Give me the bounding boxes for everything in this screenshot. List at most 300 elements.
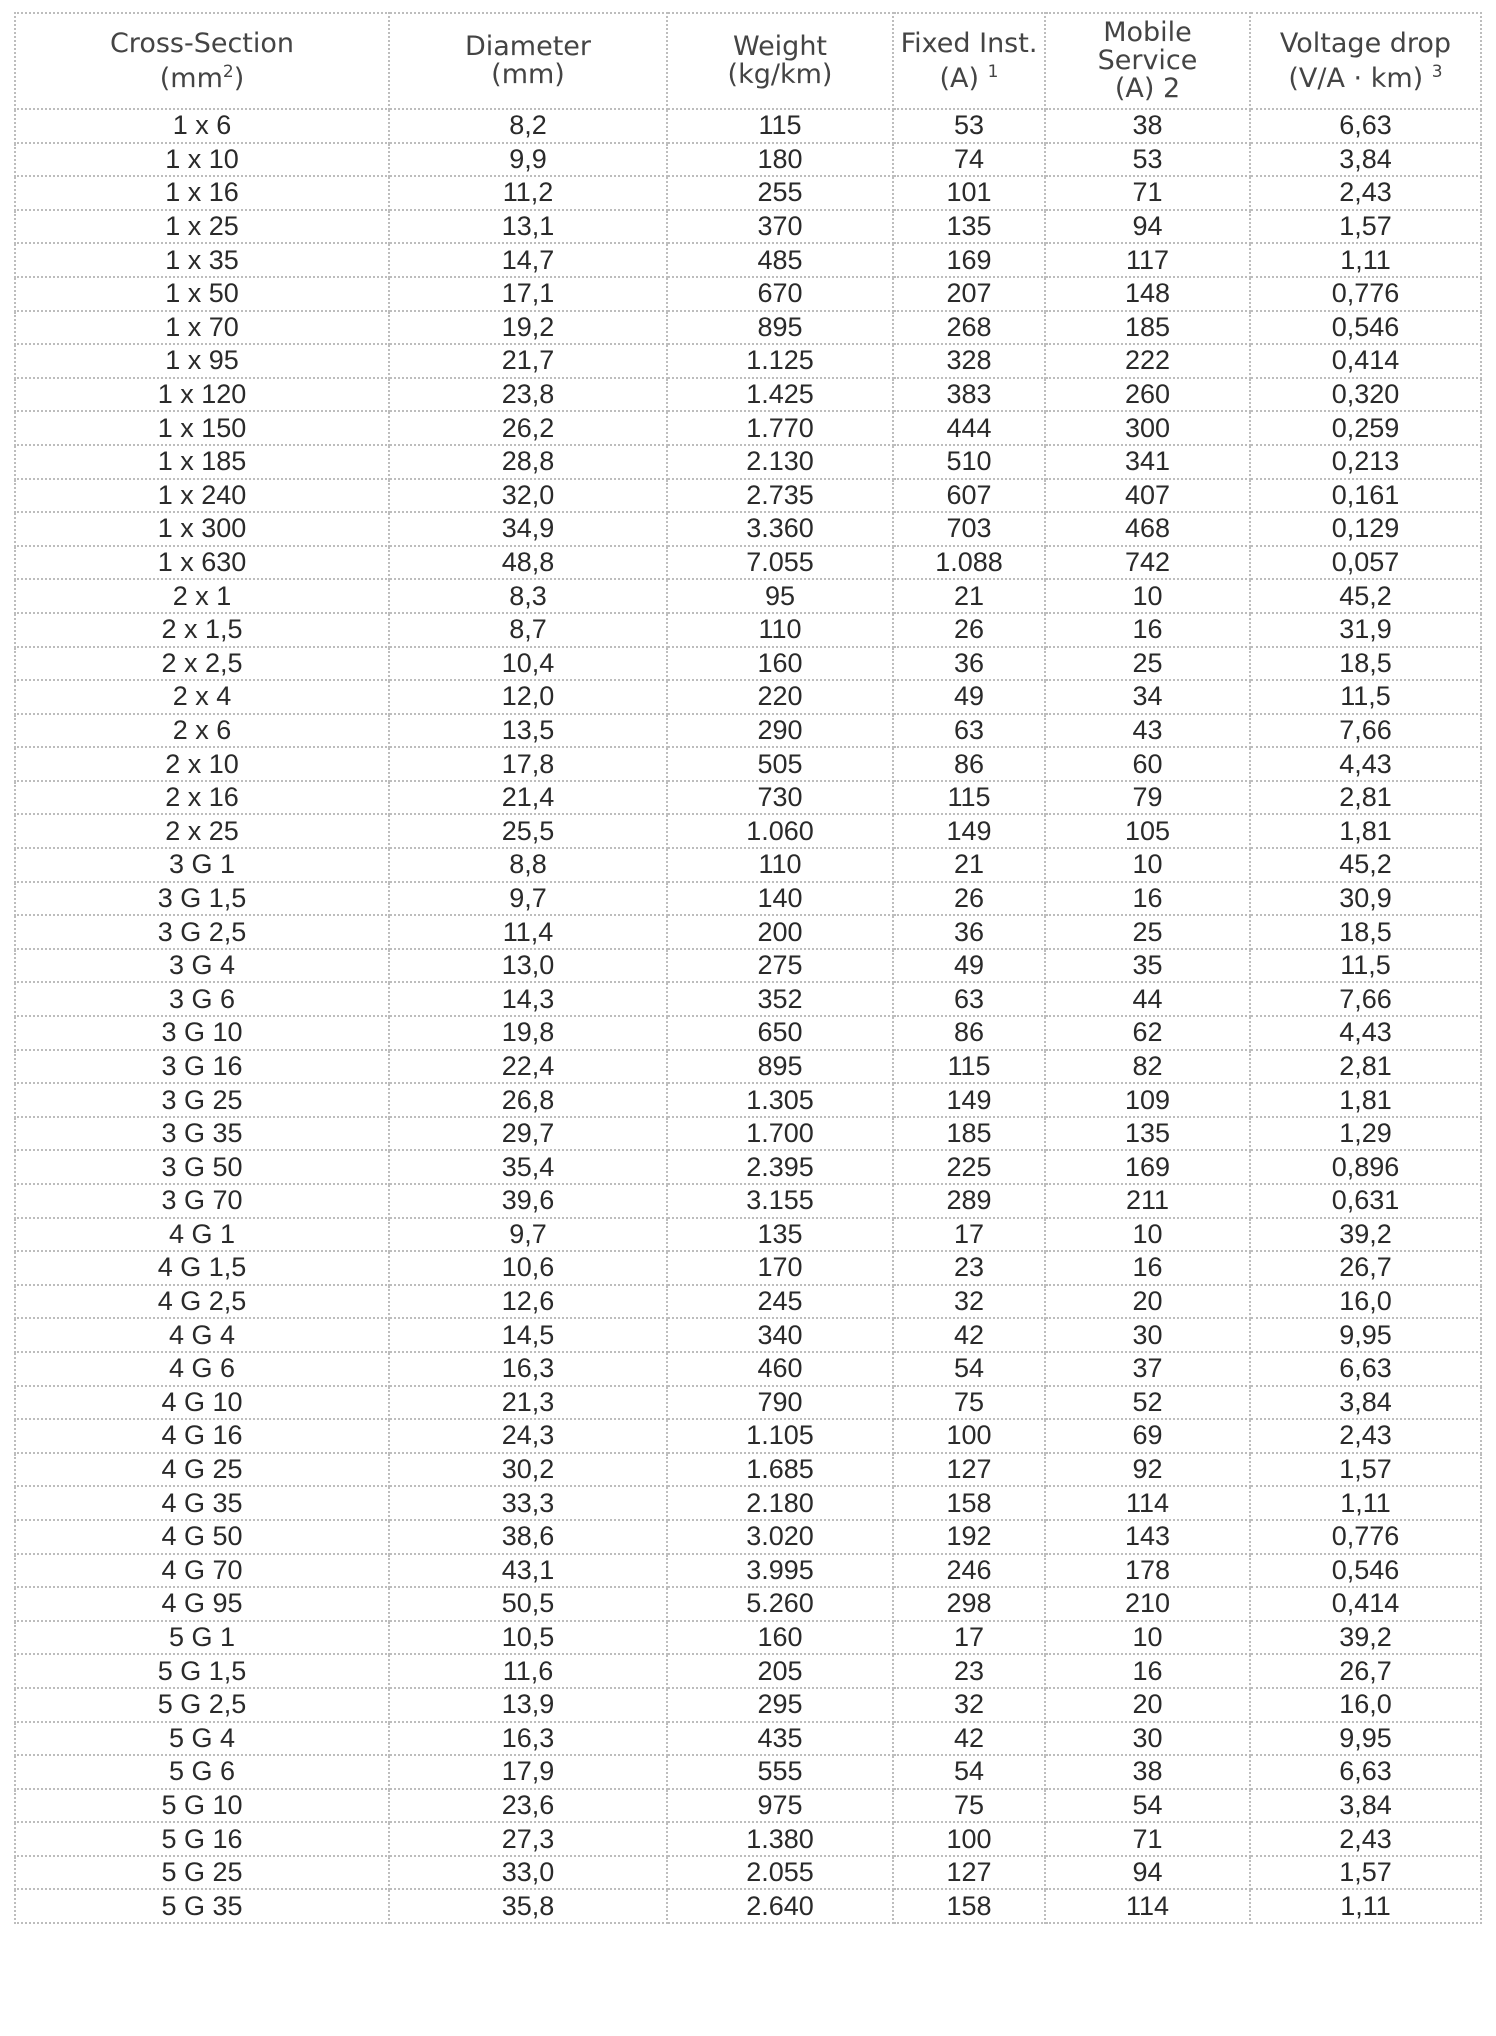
diameter-cell: 26,2: [389, 411, 667, 445]
diameter-cell: 26,8: [389, 1083, 667, 1117]
mobile-service-cell: 169: [1045, 1150, 1250, 1184]
diameter-cell: 9,9: [389, 143, 667, 177]
mobile-service-cell: 71: [1045, 1822, 1250, 1856]
diameter-cell: 39,6: [389, 1184, 667, 1218]
diameter-cell: 14,3: [389, 982, 667, 1016]
voltage-drop-cell: 6,63: [1250, 1755, 1481, 1789]
table-row: [15, 1722, 1481, 1756]
cross-section-cell: 1 x 95: [15, 344, 389, 378]
voltage-drop-cell: 1,57: [1250, 1453, 1481, 1487]
table-row: [15, 1554, 1481, 1588]
cross-section-cell: 4 G 1,5: [15, 1251, 389, 1285]
cross-section-cell: 1 x 150: [15, 411, 389, 445]
voltage-drop-cell: 11,5: [1250, 949, 1481, 983]
fixed-inst-cell: 169: [893, 243, 1045, 277]
table-row: [15, 243, 1481, 277]
fixed-inst-cell: 607: [893, 479, 1045, 513]
table-row: [15, 714, 1481, 748]
diameter-cell: 11,2: [389, 176, 667, 210]
cross-section-cell: 5 G 2,5: [15, 1688, 389, 1722]
cross-section-cell: 4 G 50: [15, 1520, 389, 1554]
header-line: Diameter: [464, 31, 592, 62]
fixed-inst-cell: 289: [893, 1184, 1045, 1218]
mobile-service-cell: 148: [1045, 277, 1250, 311]
weight-cell: 3.155: [667, 1184, 893, 1218]
cross-section-cell: 3 G 70: [15, 1184, 389, 1218]
table-row: [15, 1856, 1481, 1890]
cross-section-cell: 1 x 185: [15, 445, 389, 479]
weight-cell: 135: [667, 1218, 893, 1252]
weight-cell: 95: [667, 579, 893, 613]
table-row: [15, 445, 1481, 479]
voltage-drop-cell: 2,81: [1250, 1050, 1481, 1084]
mobile-service-cell: 135: [1045, 1117, 1250, 1151]
cross-section-cell: 3 G 25: [15, 1083, 389, 1117]
table-row: [15, 949, 1481, 983]
cross-section-cell: 4 G 4: [15, 1318, 389, 1352]
header-line: [16, 58, 388, 93]
cross-section-cell: 1 x 25: [15, 210, 389, 244]
mobile-service-cell: 16: [1045, 1251, 1250, 1285]
mobile-service-cell: 82: [1045, 1050, 1250, 1084]
diameter-cell: 29,7: [389, 1117, 667, 1151]
fixed-inst-cell: 21: [893, 848, 1045, 882]
table-row: [15, 982, 1481, 1016]
diameter-cell: 35,8: [389, 1889, 667, 1923]
fixed-inst-cell: 268: [893, 311, 1045, 345]
diameter-cell: 35,4: [389, 1150, 667, 1184]
mobile-service-cell: 25: [1045, 915, 1250, 949]
table-row: [15, 109, 1481, 143]
cross-section-cell: 3 G 35: [15, 1117, 389, 1151]
mobile-service-cell: 69: [1045, 1419, 1250, 1453]
voltage-drop-cell: 3,84: [1250, 1386, 1481, 1420]
weight-cell: 460: [667, 1352, 893, 1386]
cross-section-cell: 3 G 50: [15, 1150, 389, 1184]
weight-cell: 1.125: [667, 344, 893, 378]
header-fixed-installation: [893, 13, 1045, 109]
header-weight: [667, 13, 893, 109]
table-row: [15, 1251, 1481, 1285]
mobile-service-cell: 114: [1045, 1486, 1250, 1520]
voltage-drop-cell: 0,631: [1250, 1184, 1481, 1218]
voltage-drop-cell: 30,9: [1250, 882, 1481, 916]
cross-section-cell: 4 G 70: [15, 1554, 389, 1588]
fixed-inst-cell: 149: [893, 1083, 1045, 1117]
cross-section-cell: 4 G 2,5: [15, 1285, 389, 1319]
table-row: [15, 1083, 1481, 1117]
table-row: [15, 1150, 1481, 1184]
weight-cell: 1.305: [667, 1083, 893, 1117]
weight-cell: 555: [667, 1755, 893, 1789]
weight-cell: 650: [667, 1016, 893, 1050]
diameter-cell: 10,5: [389, 1621, 667, 1655]
diameter-cell: 13,5: [389, 714, 667, 748]
fixed-inst-cell: 135: [893, 210, 1045, 244]
diameter-cell: 13,9: [389, 1688, 667, 1722]
mobile-service-cell: 210: [1045, 1587, 1250, 1621]
weight-cell: 200: [667, 915, 893, 949]
voltage-drop-cell: 0,896: [1250, 1150, 1481, 1184]
cross-section-cell: 1 x 240: [15, 479, 389, 513]
mobile-service-cell: 16: [1045, 882, 1250, 916]
weight-cell: 110: [667, 613, 893, 647]
voltage-drop-cell: 1,57: [1250, 210, 1481, 244]
table-row: [15, 1117, 1481, 1151]
mobile-service-cell: 38: [1045, 109, 1250, 143]
cross-section-cell: 5 G 16: [15, 1822, 389, 1856]
weight-cell: 1.380: [667, 1822, 893, 1856]
voltage-drop-cell: 0,414: [1250, 344, 1481, 378]
cross-section-cell: 1 x 6: [15, 109, 389, 143]
cross-section-cell: 5 G 6: [15, 1755, 389, 1789]
mobile-service-cell: 10: [1045, 1218, 1250, 1252]
table-row: [15, 210, 1481, 244]
fixed-inst-cell: 115: [893, 781, 1045, 815]
fixed-inst-cell: 246: [893, 1554, 1045, 1588]
fixed-inst-cell: 86: [893, 747, 1045, 781]
diameter-cell: 12,6: [389, 1285, 667, 1319]
mobile-service-cell: 38: [1045, 1755, 1250, 1789]
voltage-drop-cell: 26,7: [1250, 1251, 1481, 1285]
weight-cell: 2.395: [667, 1150, 893, 1184]
table-row: [15, 1621, 1481, 1655]
mobile-service-cell: 52: [1045, 1386, 1250, 1420]
fixed-inst-cell: 1.088: [893, 546, 1045, 580]
table-row: [15, 848, 1481, 882]
diameter-cell: 21,7: [389, 344, 667, 378]
table-row: [15, 344, 1481, 378]
mobile-service-cell: 79: [1045, 781, 1250, 815]
voltage-drop-cell: 0,057: [1250, 546, 1481, 580]
header-line: (A) 2: [1114, 73, 1181, 104]
mobile-service-cell: 105: [1045, 814, 1250, 848]
table-row: [15, 1688, 1481, 1722]
diameter-cell: 24,3: [389, 1419, 667, 1453]
fixed-inst-cell: 17: [893, 1218, 1045, 1252]
cross-section-cell: 1 x 120: [15, 378, 389, 412]
diameter-cell: 28,8: [389, 445, 667, 479]
header-row: [15, 13, 1481, 109]
mobile-service-cell: 34: [1045, 680, 1250, 714]
voltage-drop-cell: 0,161: [1250, 479, 1481, 513]
table-row: [15, 747, 1481, 781]
fixed-inst-cell: 703: [893, 512, 1045, 546]
voltage-drop-cell: 7,66: [1250, 982, 1481, 1016]
diameter-cell: 16,3: [389, 1722, 667, 1756]
table-row: [15, 882, 1481, 916]
cross-section-cell: 4 G 95: [15, 1587, 389, 1621]
weight-cell: 140: [667, 882, 893, 916]
voltage-drop-cell: 9,95: [1250, 1318, 1481, 1352]
diameter-cell: 19,2: [389, 311, 667, 345]
weight-cell: 485: [667, 243, 893, 277]
weight-cell: 5.260: [667, 1587, 893, 1621]
voltage-drop-cell: 1,57: [1250, 1856, 1481, 1890]
voltage-drop-cell: 0,320: [1250, 378, 1481, 412]
mobile-service-cell: 16: [1045, 613, 1250, 647]
cross-section-cell: 1 x 35: [15, 243, 389, 277]
cross-section-cell: 4 G 6: [15, 1352, 389, 1386]
table-row: [15, 647, 1481, 681]
header-mobile-service: [1045, 13, 1250, 109]
table-row: [15, 1352, 1481, 1386]
diameter-cell: 33,0: [389, 1856, 667, 1890]
header-unit: (V/A · km): [1288, 62, 1432, 94]
voltage-drop-cell: 9,95: [1250, 1722, 1481, 1756]
diameter-cell: 50,5: [389, 1587, 667, 1621]
table-row: [15, 378, 1481, 412]
cross-section-cell: 2 x 25: [15, 814, 389, 848]
cross-section-cell: 5 G 1,5: [15, 1654, 389, 1688]
fixed-inst-cell: 158: [893, 1889, 1045, 1923]
voltage-drop-cell: 45,2: [1250, 848, 1481, 882]
fixed-inst-cell: 158: [893, 1486, 1045, 1520]
fixed-inst-cell: 36: [893, 915, 1045, 949]
table-row: [15, 143, 1481, 177]
diameter-cell: 19,8: [389, 1016, 667, 1050]
cross-section-cell: 3 G 2,5: [15, 915, 389, 949]
mobile-service-cell: 62: [1045, 1016, 1250, 1050]
cross-section-cell: 2 x 10: [15, 747, 389, 781]
cross-section-cell: 1 x 10: [15, 143, 389, 177]
weight-cell: 3.995: [667, 1554, 893, 1588]
diameter-cell: 21,4: [389, 781, 667, 815]
table-row: [15, 1050, 1481, 1084]
weight-cell: 220: [667, 680, 893, 714]
fixed-inst-cell: 225: [893, 1150, 1045, 1184]
fixed-inst-cell: 42: [893, 1318, 1045, 1352]
diameter-cell: 8,2: [389, 109, 667, 143]
mobile-service-cell: 211: [1045, 1184, 1250, 1218]
fixed-inst-cell: 127: [893, 1856, 1045, 1890]
header-line: Service: [1097, 45, 1198, 76]
fixed-inst-cell: 328: [893, 344, 1045, 378]
table-row: [15, 814, 1481, 848]
voltage-drop-cell: 0,776: [1250, 277, 1481, 311]
mobile-service-cell: 20: [1045, 1688, 1250, 1722]
voltage-drop-cell: 0,546: [1250, 311, 1481, 345]
table-body: [15, 109, 1481, 1923]
weight-cell: 435: [667, 1722, 893, 1756]
mobile-service-cell: 300: [1045, 411, 1250, 445]
weight-cell: 730: [667, 781, 893, 815]
mobile-service-cell: 742: [1045, 546, 1250, 580]
voltage-drop-cell: 45,2: [1250, 579, 1481, 613]
voltage-drop-cell: 0,546: [1250, 1554, 1481, 1588]
voltage-drop-cell: 1,81: [1250, 814, 1481, 848]
diameter-cell: 32,0: [389, 479, 667, 513]
fixed-inst-cell: 74: [893, 143, 1045, 177]
table-row: [15, 781, 1481, 815]
fixed-inst-cell: 383: [893, 378, 1045, 412]
header-unit: (A): [939, 62, 988, 94]
cross-section-cell: 3 G 4: [15, 949, 389, 983]
weight-cell: 2.180: [667, 1486, 893, 1520]
weight-cell: 790: [667, 1386, 893, 1420]
cross-section-cell: 4 G 35: [15, 1486, 389, 1520]
diameter-cell: 34,9: [389, 512, 667, 546]
weight-cell: 1.060: [667, 814, 893, 848]
voltage-drop-cell: 1,11: [1250, 1486, 1481, 1520]
fixed-inst-cell: 207: [893, 277, 1045, 311]
voltage-drop-cell: 2,81: [1250, 781, 1481, 815]
weight-cell: 2.055: [667, 1856, 893, 1890]
cross-section-cell: 2 x 4: [15, 680, 389, 714]
table-row: [15, 1184, 1481, 1218]
fixed-inst-cell: 100: [893, 1419, 1045, 1453]
fixed-inst-cell: 115: [893, 1050, 1045, 1084]
weight-cell: 505: [667, 747, 893, 781]
weight-cell: 290: [667, 714, 893, 748]
voltage-drop-cell: 31,9: [1250, 613, 1481, 647]
table-row: [15, 1889, 1481, 1923]
fixed-inst-cell: 510: [893, 445, 1045, 479]
cross-section-cell: 1 x 70: [15, 311, 389, 345]
mobile-service-cell: 20: [1045, 1285, 1250, 1319]
voltage-drop-cell: 16,0: [1250, 1285, 1481, 1319]
fixed-inst-cell: 298: [893, 1587, 1045, 1621]
mobile-service-cell: 37: [1045, 1352, 1250, 1386]
fixed-inst-cell: 42: [893, 1722, 1045, 1756]
cross-section-cell: 4 G 1: [15, 1218, 389, 1252]
fixed-inst-cell: 53: [893, 109, 1045, 143]
fixed-inst-cell: 54: [893, 1352, 1045, 1386]
weight-cell: 7.055: [667, 546, 893, 580]
diameter-cell: 9,7: [389, 1218, 667, 1252]
fixed-inst-cell: 86: [893, 1016, 1045, 1050]
fixed-inst-cell: 26: [893, 613, 1045, 647]
mobile-service-cell: 109: [1045, 1083, 1250, 1117]
table-row: [15, 1587, 1481, 1621]
cross-section-cell: 4 G 25: [15, 1453, 389, 1487]
weight-cell: 160: [667, 1621, 893, 1655]
diameter-cell: 11,6: [389, 1654, 667, 1688]
weight-cell: 370: [667, 210, 893, 244]
mobile-service-cell: 94: [1045, 210, 1250, 244]
table-row: [15, 1016, 1481, 1050]
header-line: Weight: [732, 31, 828, 62]
voltage-drop-cell: 0,259: [1250, 411, 1481, 445]
weight-cell: 110: [667, 848, 893, 882]
table-row: [15, 411, 1481, 445]
cross-section-cell: 1 x 16: [15, 176, 389, 210]
fixed-inst-cell: 32: [893, 1285, 1045, 1319]
mobile-service-cell: 10: [1045, 579, 1250, 613]
weight-cell: 3.020: [667, 1520, 893, 1554]
cross-section-cell: 2 x 1: [15, 579, 389, 613]
diameter-cell: 17,9: [389, 1755, 667, 1789]
table-row: [15, 512, 1481, 546]
table-row: [15, 311, 1481, 345]
diameter-cell: 48,8: [389, 546, 667, 580]
diameter-cell: 27,3: [389, 1822, 667, 1856]
voltage-drop-cell: 39,2: [1250, 1621, 1481, 1655]
table-row: [15, 479, 1481, 513]
voltage-drop-cell: 1,11: [1250, 1889, 1481, 1923]
fixed-inst-cell: 54: [893, 1755, 1045, 1789]
diameter-cell: 38,6: [389, 1520, 667, 1554]
mobile-service-cell: 16: [1045, 1654, 1250, 1688]
cross-section-cell: 2 x 6: [15, 714, 389, 748]
weight-cell: 295: [667, 1688, 893, 1722]
weight-cell: 245: [667, 1285, 893, 1319]
mobile-service-cell: 30: [1045, 1722, 1250, 1756]
voltage-drop-cell: 2,43: [1250, 1822, 1481, 1856]
table-row: [15, 277, 1481, 311]
weight-cell: 2.640: [667, 1889, 893, 1923]
voltage-drop-cell: 18,5: [1250, 915, 1481, 949]
header-line: Cross-Section: [109, 27, 295, 59]
mobile-service-cell: 92: [1045, 1453, 1250, 1487]
fixed-inst-cell: 63: [893, 714, 1045, 748]
voltage-drop-cell: 4,43: [1250, 1016, 1481, 1050]
table-row: [15, 1386, 1481, 1420]
mobile-service-cell: 44: [1045, 982, 1250, 1016]
voltage-drop-cell: 3,84: [1250, 1789, 1481, 1823]
header-line: (kg/km): [727, 59, 833, 90]
fixed-inst-cell: 75: [893, 1386, 1045, 1420]
voltage-drop-cell: 0,213: [1250, 445, 1481, 479]
voltage-drop-cell: 6,63: [1250, 109, 1481, 143]
cross-section-cell: 3 G 6: [15, 982, 389, 1016]
mobile-service-cell: 407: [1045, 479, 1250, 513]
table-row: [15, 1486, 1481, 1520]
table-row: [15, 1218, 1481, 1252]
cross-section-cell: 3 G 16: [15, 1050, 389, 1084]
cross-section-cell: 1 x 630: [15, 546, 389, 580]
header-superscript: 2: [222, 61, 234, 82]
header-unit-end: ): [233, 62, 245, 94]
mobile-service-cell: 468: [1045, 512, 1250, 546]
fixed-inst-cell: 23: [893, 1654, 1045, 1688]
fixed-inst-cell: 63: [893, 982, 1045, 1016]
fixed-inst-cell: 149: [893, 814, 1045, 848]
diameter-cell: 8,3: [389, 579, 667, 613]
fixed-inst-cell: 49: [893, 680, 1045, 714]
weight-cell: 205: [667, 1654, 893, 1688]
table-row: [15, 176, 1481, 210]
mobile-service-cell: 94: [1045, 1856, 1250, 1890]
table-row: [15, 1419, 1481, 1453]
cross-section-cell: 2 x 2,5: [15, 647, 389, 681]
cross-section-cell: 1 x 300: [15, 512, 389, 546]
header-superscript: 3: [1431, 61, 1443, 82]
diameter-cell: 30,2: [389, 1453, 667, 1487]
diameter-cell: 23,6: [389, 1789, 667, 1823]
fixed-inst-cell: 26: [893, 882, 1045, 916]
fixed-inst-cell: 185: [893, 1117, 1045, 1151]
cross-section-cell: 3 G 1,5: [15, 882, 389, 916]
cross-section-cell: 3 G 10: [15, 1016, 389, 1050]
weight-cell: 1.700: [667, 1117, 893, 1151]
fixed-inst-cell: 75: [893, 1789, 1045, 1823]
voltage-drop-cell: 1,81: [1250, 1083, 1481, 1117]
mobile-service-cell: 54: [1045, 1789, 1250, 1823]
diameter-cell: 21,3: [389, 1386, 667, 1420]
weight-cell: 255: [667, 176, 893, 210]
voltage-drop-cell: 3,84: [1250, 143, 1481, 177]
voltage-drop-cell: 26,7: [1250, 1654, 1481, 1688]
fixed-inst-cell: 21: [893, 579, 1045, 613]
voltage-drop-cell: 1,11: [1250, 243, 1481, 277]
fixed-inst-cell: 101: [893, 176, 1045, 210]
fixed-inst-cell: 100: [893, 1822, 1045, 1856]
cross-section-cell: 5 G 4: [15, 1722, 389, 1756]
mobile-service-cell: 71: [1045, 176, 1250, 210]
mobile-service-cell: 178: [1045, 1554, 1250, 1588]
header-line: Voltage drop: [1279, 27, 1452, 59]
